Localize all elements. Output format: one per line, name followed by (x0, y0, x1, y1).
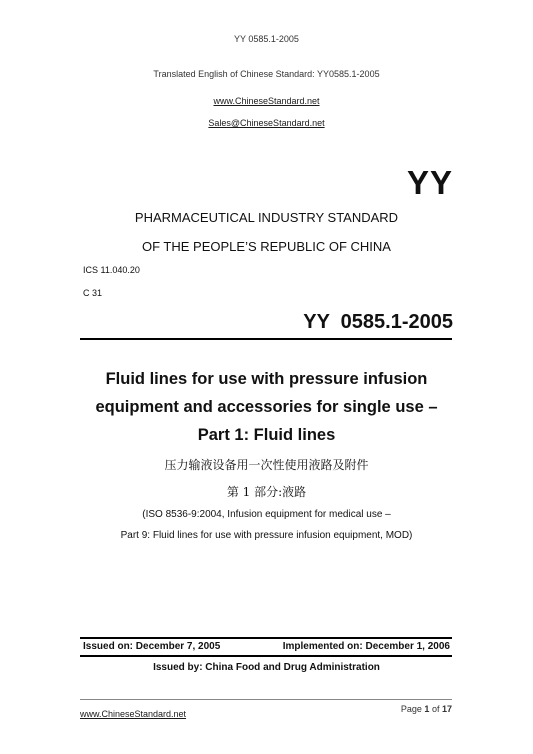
issued-date: Issued on: December 7, 2005 (83, 641, 221, 652)
chinese-title-line-1: 压力输液设备用一次性使用液路及附件 (164, 458, 369, 472)
standard-line-2: OF THE PEOPLE’S REPUBLIC OF CHINA (142, 239, 391, 254)
standard-number: YY 0585.1-2005 (303, 311, 453, 333)
issued-by: Issued by: China Food and Drug Administration (153, 662, 380, 673)
header-doc-code: YY 0585.1-2005 (234, 34, 299, 44)
email-link[interactable]: Sales@ChineseStandard.net (208, 118, 325, 128)
of-label: of (431, 704, 440, 714)
footer-divider (80, 699, 452, 700)
page-total: 17 (441, 704, 452, 714)
top-divider (80, 338, 452, 340)
dates-bottom-divider (80, 655, 452, 657)
standard-line-1: PHARMACEUTICAL INDUSTRY STANDARD (134, 210, 399, 225)
title-line-2: equipment and accessories for single use – (95, 398, 438, 416)
iso-line-2: Part 9: Fluid lines for use with pressure infusion equipment, MOD) (120, 530, 413, 541)
page-label: Page (400, 704, 422, 714)
implemented-date: Implemented on: December 1, 2006 (282, 641, 450, 652)
translation-line: Translated English of Chinese Standard: YY0585.1-2005 (153, 69, 380, 79)
page-indicator (401, 704, 452, 714)
ccs-code: C 31 (83, 288, 103, 298)
title-line-1: Fluid lines for use with pressure infusion (105, 370, 428, 388)
footer-website-link[interactable]: www.ChineseStandard.net (80, 709, 187, 719)
yy-logo: YY (406, 164, 453, 201)
dates-top-divider (80, 637, 452, 639)
title-line-3: Part 1: Fluid lines (197, 426, 336, 444)
website-link[interactable]: www.ChineseStandard.net (213, 96, 320, 106)
ics-code: ICS 11.040.20 (83, 265, 140, 275)
page-number: 1 (424, 704, 430, 714)
iso-line-1: (ISO 8536-9:2004, Infusion equipment for medical use – (142, 509, 391, 520)
chinese-title-line-2: 第 1 部分:液路 (226, 485, 307, 499)
